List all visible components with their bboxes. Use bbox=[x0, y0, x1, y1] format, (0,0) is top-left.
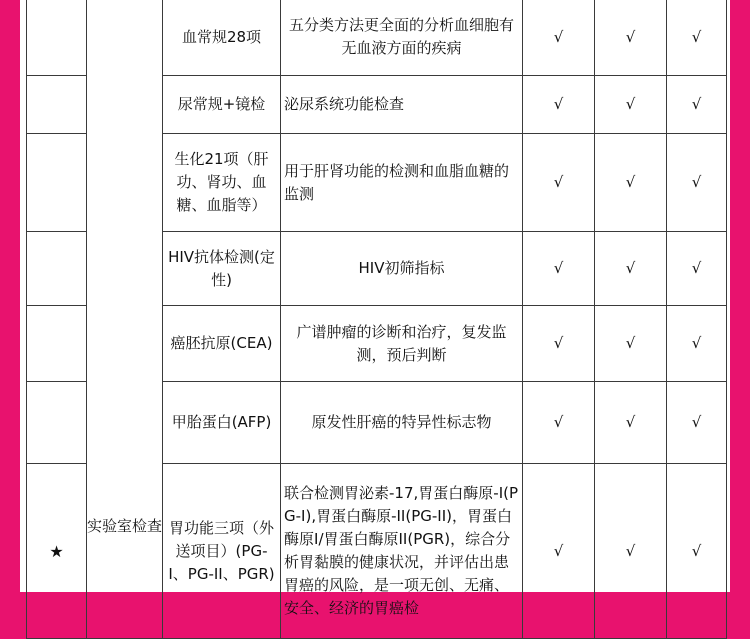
check-cell: √ bbox=[595, 382, 667, 464]
desc-cell: 泌尿系统功能检查 bbox=[281, 76, 523, 134]
check-cell: √ bbox=[667, 382, 727, 464]
flag-cell bbox=[27, 76, 87, 134]
item-cell: HIV抗体检测(定性) bbox=[163, 232, 281, 306]
item-cell: 尿常规+镜检 bbox=[163, 76, 281, 134]
check-cell: √ bbox=[595, 464, 667, 639]
category-label: 实验室检查 bbox=[87, 517, 163, 535]
desc-cell: 广谱肿瘤的诊断和治疗，复发监测，预后判断 bbox=[281, 306, 523, 382]
check-cell: √ bbox=[523, 464, 595, 639]
flag-cell bbox=[27, 0, 87, 76]
check-cell: √ bbox=[595, 76, 667, 134]
table-row bbox=[27, 0, 727, 76]
check-cell: √ bbox=[667, 464, 727, 639]
flag-cell bbox=[27, 134, 87, 232]
check-cell: √ bbox=[667, 306, 727, 382]
exam-table bbox=[26, 0, 727, 639]
desc-cell: 五分类方法更全面的分析血细胞有无血液方面的疾病 bbox=[281, 0, 523, 76]
check-cell: √ bbox=[595, 306, 667, 382]
item-cell: 癌胚抗原(CEA) bbox=[163, 306, 281, 382]
flag-cell bbox=[27, 232, 87, 306]
check-cell: √ bbox=[523, 232, 595, 306]
flag-cell bbox=[27, 382, 87, 464]
desc-cell: HIV初筛指标 bbox=[281, 232, 523, 306]
check-cell: √ bbox=[523, 134, 595, 232]
check-cell: √ bbox=[667, 232, 727, 306]
check-cell: √ bbox=[595, 134, 667, 232]
check-cell: √ bbox=[523, 76, 595, 134]
check-cell: √ bbox=[523, 306, 595, 382]
check-cell: √ bbox=[667, 134, 727, 232]
check-cell: √ bbox=[523, 382, 595, 464]
flag-cell: ★ bbox=[27, 464, 87, 639]
item-cell: 胃功能三项（外送项目）(PG-I、PG-II、PGR) bbox=[163, 464, 281, 639]
item-cell: 甲胎蛋白(AFP) bbox=[163, 382, 281, 464]
desc-cell: 原发性肝癌的特异性标志物 bbox=[281, 382, 523, 464]
flag-cell bbox=[27, 306, 87, 382]
check-cell: √ bbox=[595, 232, 667, 306]
check-cell: √ bbox=[667, 76, 727, 134]
check-cell: √ bbox=[595, 0, 667, 76]
category-cell bbox=[87, 0, 163, 639]
check-cell: √ bbox=[523, 0, 595, 76]
desc-cell: 联合检测胃泌素-17,胃蛋白酶原-I(PG-I),胃蛋白酶原-II(PG-II)，胃蛋白酶原I/胃蛋白酶原II(PGR)，综合分析胃黏膜的健康状况，并评估出患胃癌的风险，是一项无创、无痛、安全、经济的胃癌检 bbox=[281, 464, 523, 639]
desc-cell: 用于肝肾功能的检测和血脂血糖的监测 bbox=[281, 134, 523, 232]
check-cell: √ bbox=[667, 0, 727, 76]
item-cell: 生化21项（肝功、肾功、血糖、血脂等） bbox=[163, 134, 281, 232]
item-cell: 血常规28项 bbox=[163, 0, 281, 76]
document-page bbox=[20, 0, 730, 617]
